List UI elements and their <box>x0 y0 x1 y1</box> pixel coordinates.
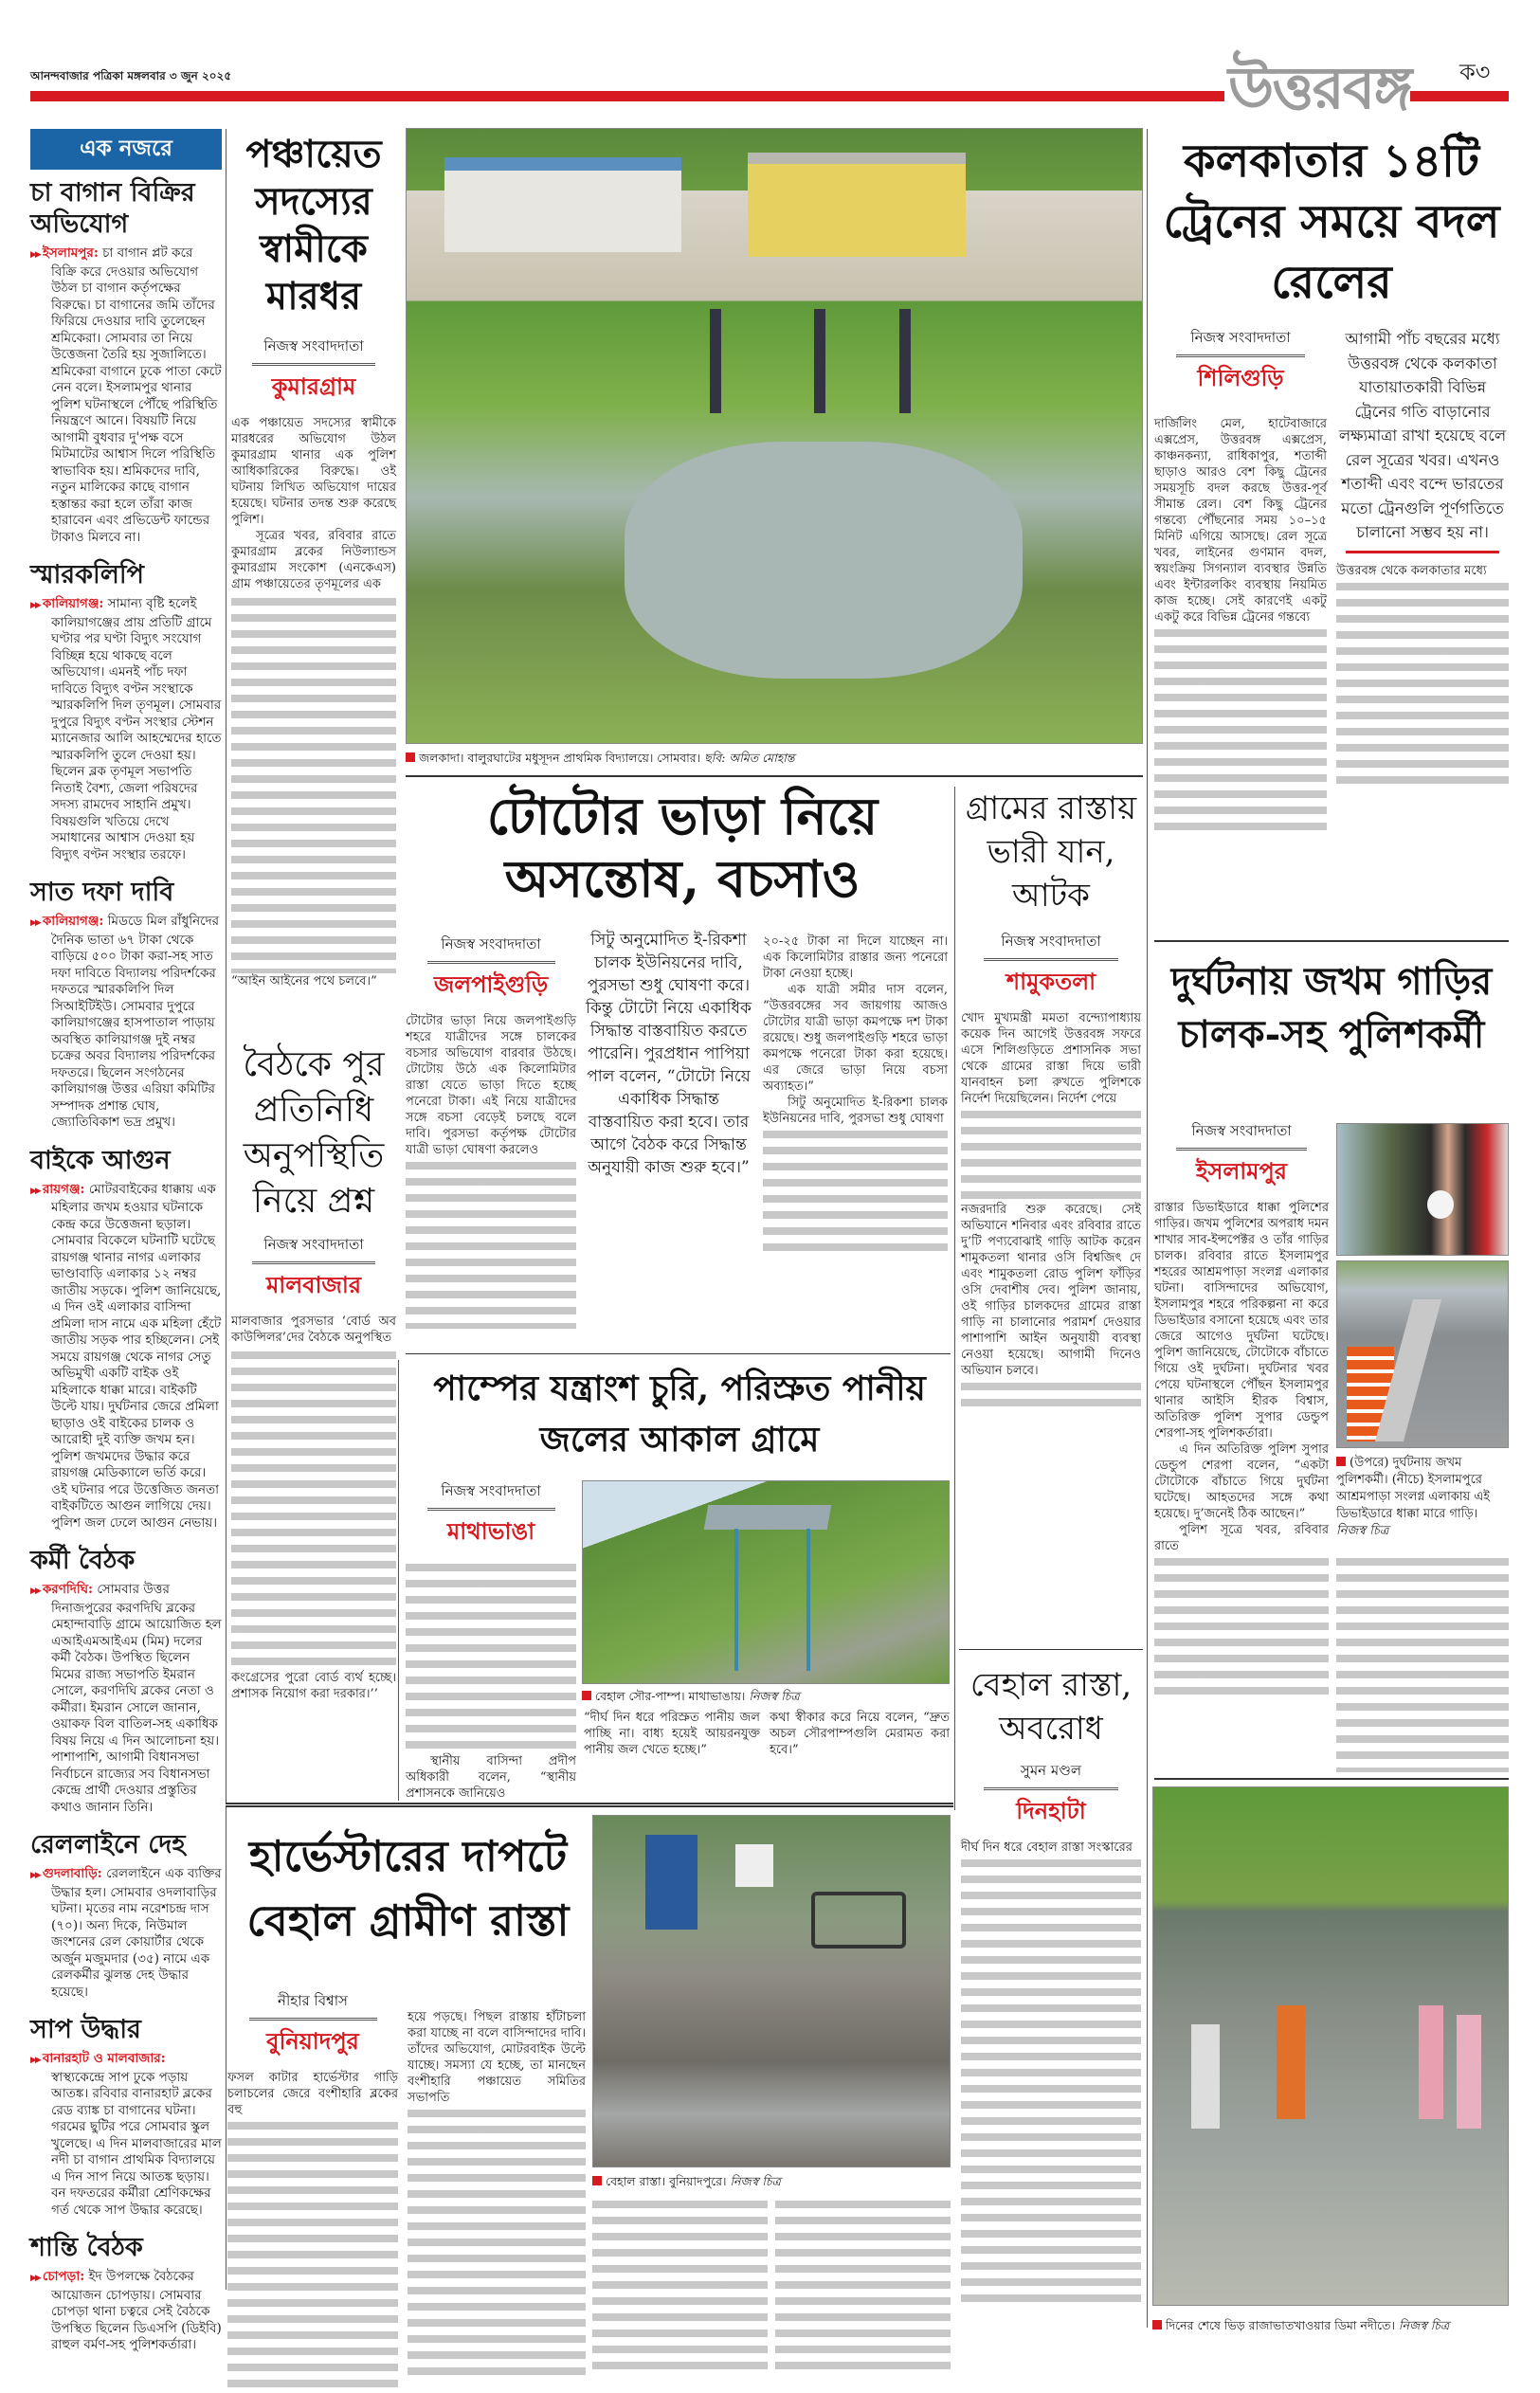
byline: নিজস্ব সংবাদদাতা <box>984 931 1119 961</box>
pump-headline: পাম্পের যন্ত্রাংশ চুরি, পরিস্রুত পানীয় জলের আকাল গ্রামে <box>433 1369 926 1459</box>
brief-place: ▶▶ চোপড়া: <box>30 2269 84 2284</box>
brief-place: ▶▶ কালিয়াগঞ্জ: <box>30 596 103 611</box>
byline: সুমন মণ্ডল <box>984 1760 1119 1790</box>
accident-headline: দুর্ঘটনায় জখম গাড়ির চালক-সহ পুলিশকর্মী <box>1170 959 1493 1057</box>
double-rule <box>226 1803 953 1807</box>
section-rule <box>406 775 1143 777</box>
body-text-continued <box>961 1856 1141 2311</box>
story-harvester-col1 <box>227 1990 398 2393</box>
children <box>899 309 911 413</box>
at-a-glance-column <box>30 129 222 2367</box>
dateline-place: শামুকতলা <box>1006 969 1096 995</box>
brief-body <box>30 2051 222 2219</box>
school-building-yellow <box>748 153 966 257</box>
brief-item <box>30 1145 222 1532</box>
body-text-continued <box>231 594 396 973</box>
photo-credit: ছবি: অমিত মোহান্ত <box>704 751 795 765</box>
dateline-place: শিলিগুড়ি <box>1197 365 1284 391</box>
body-text: ফসল কাটার হার্ভেস্টার গাড়ি চলাচলের জেরে বংশীহারি ব্লকের বহু <box>227 2071 398 2117</box>
brief-body <box>30 596 222 863</box>
body-text: মালবাজার পুরসভার ‘বোর্ড অব কাউন্সিলর’দের বৈঠকে অনুপস্থিত <box>231 1314 396 1345</box>
toto-headline: টোটোর ভাড়া নিয়ে অসন্তোষ, বচসাও <box>486 786 879 909</box>
caption-text: দিনের শেষে ভিড় রাজাভাতখাওয়ার ডিমা নদীতে। <box>1166 2318 1395 2332</box>
brief-text: সামান্য বৃষ্টি হলেই কালিয়াগঞ্জের প্রায় প্রতিটি গ্রামে ঘণ্টার পর ঘণ্টা বিদ্যুৎ সংযোগ বিচ্ছিন্ন হয়ে থাকছে বলে অভিযোগ। এমনই পাঁচ দফা দাবিতে বিদ্যুৎ বণ্টন সংস্থাকে স্মারকলিপি দিল তৃণমূল। সোমবার দুপুরে বিদ্যুৎ বণ্টন সংস্থার স্টেশন ম্যানেজার আলি আহম্মেদের হাতে স্মারকলিপি তুলে দেওয়া হয়। ছিলেন ব্লক তৃণমূল সভাপতি নিতাই বৈশ্য, জেলা পরিষদের সদস্য রামদেব সাহানি প্রমুখ। বিষয়গুলি খতিয়ে দেখে সমাধানের আশ্বাস দেওয়া হয় বিদ্যুৎ বণ্টন সংস্থার তরফে। <box>51 596 222 862</box>
pull-quote-rule <box>1346 551 1499 553</box>
road-divider-photo <box>1336 1260 1509 1448</box>
brief-item <box>30 1829 222 2001</box>
body-text-continued <box>763 1127 948 1260</box>
byline: নীহার বিশ্বাস <box>249 1990 377 2021</box>
dateline-place: জলপাইগুড়ি <box>433 971 549 998</box>
body-text: খোদ মুখ্যমন্ত্রী মমতা বন্দ্যোপাধ্যায় কয়েক দিন আগেই উত্তরবঙ্গ সফরে এসে শিলিগুড়িতে প্রশাসনিক সভা থেকে গ্রামের রাস্তা দিয়ে ভারী যানবাহন চলা রুখতে পুলিশকে নির্দেশ দিয়েছিলেন। নির্দেশ পেয়ে <box>961 1011 1141 1106</box>
body-text-continued <box>408 2106 586 2381</box>
bandaged-head <box>1427 1190 1454 1219</box>
body-text-continued <box>1154 625 1327 834</box>
body-text: এ দিন অতিরিক্ত পুলিশ সুপার ডেন্ডুপ শেরপা বলেন, “একটা টোটোকে বাঁচাতে গিয়ে দুর্ঘটনা ঘটেছে। আহতদের সঙ্গে কথা হয়েছে। দু’জনেই ঠিক আছেন।” <box>1154 1442 1329 1521</box>
byline: নিজস্ব সংবাদদাতা <box>1176 1120 1307 1151</box>
brief-place: ▶▶ রায়গঞ্জ: <box>30 1182 85 1197</box>
body-text-end: কংগ্রেসের পুরো বোর্ড ব্যর্থ হচ্ছে। প্রশাসক নিয়োগ করা দরকার।’’ <box>231 1671 396 1701</box>
caption-marker <box>582 1691 591 1700</box>
story-rail-col2 <box>1336 327 1509 788</box>
dateline-place: ইসলামপুর <box>1195 1158 1287 1185</box>
brief-place: ▶▶ গুদলাবাড়ি: <box>30 1866 102 1881</box>
cycle-van <box>811 1892 906 1949</box>
story-pump-col3 <box>770 1710 950 1758</box>
story-accident-col2 <box>1336 1554 1509 1772</box>
brief-item <box>30 2014 222 2219</box>
brief-text: রেললাইনে এক ব্যক্তির উদ্ধার হল। সোমবার ওদলাবাড়ির ঘটনা। মৃতের নাম নরেশচন্দ্র দাস (৭০)। অন্য দিকে, নিউমাল জংশনের রেল কোয়ার্টার থেকে অর্জুন মজুমদার (৩৫) নামে এক রেলকর্মীর ঝুলন্ত দেহ উদ্ধার হয়েছে। <box>51 1866 222 2000</box>
rail-headline: কলকাতার ১৪টি ট্রেনের সময়ে বদল রেলের <box>1163 135 1500 309</box>
person <box>1277 2005 1305 2119</box>
person <box>1419 2005 1443 2119</box>
brief-title: শান্তি বৈঠক <box>30 2233 143 2262</box>
brief-text: স্বাস্থ্যকেন্দ্রে সাপ ঢুকে পড়ায় আতঙ্ক। রবিবার বানারহাট ব্লকের রেড ব্যাঙ্ক চা বাগানের ঘটনা। গরমের ছুটির পরে সোমবার স্কুল খুলেছে। এ দিন মালবাজারের মাল নদী চা বাগান প্রাথমিক বিদ্যালয়ে এ দিন সাপ নিয়ে আতঙ্ক ছড়ায়। বন দফতরের কর্মীরা শ্রেণিকক্ষের গর্ত থেকে সাপ উদ্ধার করেছে। <box>51 2069 222 2218</box>
section-rule <box>1154 1778 1509 1780</box>
brief-place: ▶▶ বানারহাট ও মালবাজার: <box>30 2051 166 2066</box>
column-rule <box>398 1360 399 1801</box>
body-text: সূত্রের খবর, রবিবার রাতে কুমারগ্রাম ব্লকের নিউল্যান্ডস কুমারগ্রাম সংকোশ (এনকেএস) গ্রাম পঞ্চায়েতের তৃণমূলের এক <box>231 529 396 591</box>
caption-marker <box>1336 1457 1346 1466</box>
body-text: টোটোর ভাড়া নিয়ে জলপাইগুড়ি শহরে যাত্রীদের সঙ্গে চালকের বচসার অভিযোগ বারবার উঠছে। টোটোয় উঠে এক কিলোমিটার রাস্তা যেতে ভাড়া দিতে হচ্ছে পনেরো টাকা। এই নিয়ে যাত্রীদের সঙ্গে বচসা বেড়েই চলছে বলে দাবি। পুরসভা কর্তৃপক্ষ টোটোর যাত্রী ভাড়া ঘোষণা করলেও <box>406 1014 576 1157</box>
caption-text: বেহাল রাস্তা। বুনিয়াদপুরে। <box>606 2174 727 2188</box>
body-text-continued <box>1154 1554 1329 1696</box>
river-crowd-photo <box>1152 1786 1509 2306</box>
byline: নিজস্ব সংবাদদাতা <box>427 1480 555 1511</box>
accident-caption <box>1336 1455 1509 1540</box>
brief-title: সাত দফা দাবি <box>30 878 174 907</box>
brief-item <box>30 559 222 863</box>
story-toto-col2 <box>586 929 752 1179</box>
body-text: কথা স্বীকার করে নিয়ে বলেন, “দ্রুত অচল সৌরপাম্পগুলি মেরামত করা হবে।” <box>770 1711 950 1757</box>
harvester-headline: হার্ভেস্টারের দাপটে বেহাল গ্রামীণ রাস্তা <box>246 1831 570 1946</box>
brief-title: চা বাগান বিক্রির অভিযোগ <box>30 178 195 239</box>
caption-text: (উপরে) দুর্ঘটনায় জখম পুলিশকর্মী। (নীচে) ইসলামপুরে আশ্রমপাড়া সংলগ্ন এলাকায় এই ডিভাইডারে ধাক্কা মারে গাড়ি। <box>1336 1456 1491 1521</box>
pull-quote: আগামী পাঁচ বছরের মধ্যে উত্তরবঙ্গ থেকে কলকাতা যাতায়াতকারী বিভিন্ন ট্রেনের গতি বাড়ানোর লক্ষ্যমাত্রা রাখা হয়েছে বলে রেল সূত্রের খবর। এখনও শতাব্দী এবং বন্দে ভারতের মতো ট্রেনগুলি পূর্ণগতিতে চালানো সম্ভব হয় না। <box>1338 330 1507 541</box>
dateline-place: দিনহাটা <box>1016 1798 1086 1824</box>
column-rule <box>954 787 955 1810</box>
caption-text: বেহাল সৌর-পাম্প। মাথাভাঙায়। <box>595 1689 746 1703</box>
brief-title: সাপ উদ্ধার <box>30 2015 141 2044</box>
body-text: সিটু অনুমোদিত ই-রিকশা চালক ইউনিয়নের দাবি, পুরসভা শুধু ঘোষণা <box>763 1096 948 1126</box>
story-toto-col3 <box>763 934 948 1260</box>
brief-body <box>30 245 222 546</box>
headline: পঞ্চায়েত সদস্যের স্বামীকে মারধর <box>245 132 382 318</box>
red-rule <box>30 91 1224 101</box>
body-text: ২০-২৫ টাকা না দিলে যাচ্ছেন না। এক কিলোমিটার রাস্তার জন্য পনেরো টাকা নেওয়া হচ্ছে। <box>763 934 948 981</box>
brief-body <box>30 2269 222 2354</box>
column-rule <box>1147 129 1148 2328</box>
story-bad-road-blockade <box>961 1663 1141 2311</box>
dateline-place: কুমারগ্রাম <box>271 373 356 400</box>
photo-credit: নিজস্ব চিত্র <box>1336 1524 1389 1538</box>
person <box>1457 2015 1481 2129</box>
page-number: ক৩ <box>1459 59 1491 85</box>
story-village-road <box>961 787 1141 1411</box>
body-text-continued <box>406 1158 576 1329</box>
brief-item <box>30 177 222 546</box>
body-text-continued <box>1336 579 1509 788</box>
van <box>735 1844 773 1887</box>
brief-place: ▶▶ করণদিঘি: <box>30 1582 93 1597</box>
main-photo-school-waterlogging <box>406 128 1143 744</box>
body-text: পুলিশ সূত্রে খবর, রবিবার রাতে <box>1154 1523 1329 1553</box>
river-photo-caption <box>1152 2318 1509 2337</box>
story-accident-col1 <box>1154 1120 1329 1696</box>
brief-text: মোটরবাইকের ধাক্কায় এক মহিলার জখম হওয়ার ঘটনাকে কেন্দ্র করে উত্তেজনা ছড়াল। সোমবার বিকেলে ঘটনাটি ঘটেছে রায়গঞ্জ থানার নাগর এলাকার ভাণ্ডাবাড়ি এলাকার ১২ নম্বর জাতীয় সড়কে। পুলিশ জানিয়েছে, এ দিন ওই এলাকার বাসিন্দা প্রমিলা দাস নামে এক মহিলা হেঁটে জাতীয় সড়ক পার হচ্ছিলেন। সেই সময়ে রায়গঞ্জ থেকে নাগর সেতু অভিমুখী একটি বাইক ওই মহিলাকে ধাক্কা মারে। বাইকটি উল্টে যায়। দুর্ঘটনার জেরে প্রমিলা ছাড়াও ওই বাইকের চালক ও আরোহী দুই ব্যক্তি জখম হন। পুলিশ জখমদের উদ্ধার করে রায়গঞ্জ মেডিক্যালে ভর্তি করে। ওই ঘটনার পরে উত্তেজিত জনতা বাইকটিতে আগুন লাগিয়ে দেয়। পুলিশ জল ঢেলে আগুন নেভায়। <box>51 1181 222 1531</box>
section-rule <box>1154 940 1509 942</box>
dateline-place: মালবাজার <box>265 1272 362 1298</box>
brief-item <box>30 1545 222 1816</box>
story-harvester-col3 <box>592 2197 768 2377</box>
story-pump-col1 <box>406 1480 576 1802</box>
body-text-continued <box>961 1107 1141 1202</box>
brief-body <box>30 1866 222 2001</box>
brief-place: ▶▶ কালিয়াগঞ্জ: <box>30 914 103 929</box>
headline: বৈঠকে পুর প্রতিনিধি অনুপস্থিতি নিয়ে প্রশ্ন <box>243 1045 385 1221</box>
body-text-continued <box>961 1379 1141 1411</box>
puddle <box>625 442 1023 679</box>
caption-marker <box>1152 2320 1162 2330</box>
body-text <box>406 1560 576 1753</box>
brief-body <box>30 914 222 1132</box>
story-council-meeting <box>231 1042 396 1702</box>
body-text: উত্তরবঙ্গ থেকে কলকাতার মধ্যে <box>1336 563 1487 578</box>
solar-panel <box>704 1505 832 1530</box>
headline: গ্রামের রাস্তায় ভারী যান, আটক <box>965 789 1137 915</box>
brief-text: সোমবার উত্তর দিনাজপুরের করণদিঘি ব্লকের মেহান্দাবাড়ি গ্রামে আয়োজিত হল এআইএমআইএম (মিম) দলের কর্মী বৈঠক। উপস্থিত ছিলেন মিমের রাজ্য সভাপতি ইমরান সোলে, করণদিঘি ব্লকের নেতা ও কর্মীরা। ইমরান সোলে জানান, ওয়াকফ বিল বাতিল-সহ একাধিক বিষয় নিয়ে এ দিন আলোচনা হয়। পাশাপাশি, আগামী বিধানসভা নির্বাচনে রাজ্যের সব বিধানসভা কেন্দ্রে প্রার্থী দেওয়ার প্রস্তুতির কথাও জানান তিনি। <box>51 1582 222 1815</box>
solar-pump-caption <box>582 1689 950 1708</box>
brief-item <box>30 877 222 1132</box>
body-text: রাস্তার ডিভাইডারে ধাক্কা পুলিশের গাড়ির। জখম পুলিশের অপরাধ দমন শাখার সাব-ইন্সপেক্টর ও তাঁর গাড়ির চালক। রবিবার রাতে ইসলামপুর শহরের আশ্রমপাড়া সংলগ্ন এলাকার ঘটনা। বাসিন্দাদের অভিযোগ, ইসলামপুর শহরে পরিকল্পনা না করে ডিভাইডার বসানো হয়েছে এবং তার জেরে আগেও দুর্ঘটনা ঘটেছে। পুলিশ জানিয়েছে, টোটোকে বাঁচাতে গিয়ে ওই দুর্ঘটনা। দুর্ঘটনার খবর পেয়ে ঘটনাস্থলে পৌঁছন ইসলামপুর থানার আইসি হীরক বিশ্বাস, অতিরিক্ত পুলিশ সুপার ডেন্ডুপ শেরপা-সহ পুলিশকর্তারা। <box>1154 1201 1329 1441</box>
children <box>814 309 825 413</box>
school-building <box>444 157 681 252</box>
headline: বেহাল রাস্তা, অবরোধ <box>969 1666 1132 1748</box>
story-panchayat <box>231 131 396 989</box>
brief-text: চা বাগান প্লট করে বিক্রি করে দেওয়ার অভিযোগ উঠল চা বাগান কর্তৃপক্ষের বিরুদ্ধে। চা বাগানের জমি তাঁদের ফিরিয়ে দেওয়ার দাবি তুলেছেন শ্রমিকেরা। সোমবার তা নিয়ে উত্তেজনা তৈরি হয় সুজালিতে। শ্রমিকেরা বাগানে ঢুকে পাতা কেটে নেন বলে। ইসলামপুর থানার পুলিশ ঘটনাস্থলে পৌঁছে পরিস্থিতি নিয়ন্ত্রণে আনে। বিষয়টি নিয়ে আগামী বুধবার দু'পক্ষ বসে মিটমাটের আশ্বাস দিলে পরিস্থিতি স্বাভাবিক হয়। শ্রমিকদের দাবি, নতুন মালিকের কাছে বাগান হস্তান্তর করা হলে তাঁরা কাজ হারাবেন এবং প্রভিডেন্ট ফান্ডের টাকাও মিলবে না। <box>51 245 222 545</box>
story-harvester-col4 <box>775 2197 951 2377</box>
children <box>710 309 721 413</box>
main-photo-caption <box>406 751 1143 770</box>
section-rule <box>406 1353 951 1354</box>
byline: নিজস্ব সংবাদদাতা <box>427 934 555 964</box>
body-text-continued <box>227 2118 398 2393</box>
dateline-place: মাথাভাঙা <box>446 1518 535 1545</box>
brief-text: ইদ উপলক্ষে বৈঠকের আয়োজন চোপড়ায়। সোমবার চোপড়া থানা চত্বরে সেই বৈঠকে উপস্থিত ছিলেন ডিএসপি (ডিইবি) রাহুল বর্মণ-সহ পুলিশকর্তারা। <box>51 2269 222 2352</box>
body-text: “দীর্ঘ দিন ধরে পরিস্রুত পানীয় জল পাচ্ছি না। বাধ্য হয়েই আয়রনযুক্ত পানীয় জল খেতে হচ্ছে।” <box>584 1711 760 1757</box>
brief-title: রেললাইনে দেহ <box>30 1830 186 1859</box>
brief-place: ▶▶ ইসলামপুর: <box>30 245 99 261</box>
brief-text: মিডডে মিল রাঁধুনিদের দৈনিক ভাতা ৬৭ টাকা থেকে বাড়িয়ে ৫০০ টাকা করা-সহ সাত দফা দাবিতে বিদ্যালয় পরিদর্শকের দফতরে স্মারকলিপি দিল সিআইটিইউ। সোমবার দুপুরে কালিয়াগঞ্জের হাসপাতাল পাড়ায় অবস্থিত কালিয়াগঞ্জ দুই নম্বর চক্রের অবর বিদ্যালয় পরিদর্শকের দফতরে। ছিলেন সংগঠনের কালিয়াগঞ্জ উত্তর এরিয়া কমিটির সম্পাদক প্রশান্ত ঘোষ, জ্যোতিবিকাশ ভদ্র প্রমুখ। <box>51 914 220 1130</box>
brief-title: বাইকে আগুন <box>30 1145 171 1175</box>
dateline: আনন্দবাজার পত্রিকা মঙ্গলবার ৩ জুন ২০২৫ <box>30 69 232 82</box>
body-text-continued <box>231 1348 396 1670</box>
story-toto-col1 <box>406 934 576 1329</box>
body-text-end: “আইন আইনের পথে চলবে।” <box>231 974 377 988</box>
body-text: দীর্ঘ দিন ধরে বেহাল রাস্তা সংস্কারের <box>961 1840 1132 1855</box>
bad-road-caption <box>592 2174 951 2193</box>
injured-policeman-photo <box>1336 1123 1509 1256</box>
bad-road-photo <box>592 1815 951 2167</box>
brief-title: কর্মী বৈঠক <box>30 1546 136 1575</box>
brief-body <box>30 1182 222 1532</box>
story-harvester-col2 <box>408 2009 586 2381</box>
byline: নিজস্ব সংবাদদাতা <box>252 1234 376 1264</box>
photo-credit: নিজস্ব চিত্র <box>730 2174 781 2188</box>
body-text: স্থানীয় বাসিন্দা প্রদীপ অধিকারী বলেন, “স্থানীয় প্রশাসনকে জানিয়েও <box>406 1754 576 1801</box>
byline: নিজস্ব সংবাদদাতা <box>1176 327 1306 357</box>
section-logo: উত্তরবঙ্গ <box>1228 53 1411 122</box>
section-rule <box>959 1649 1143 1650</box>
brief-title: স্মারকলিপি <box>30 560 144 589</box>
body-text: নজরদারি শুরু করেছে। সেই অভিযানে শনিবার এবং রবিবার রাতে দু’টি পণ্যবোঝাই গাড়ি আটক করেন শামুকতলা থানার ওসি বিশ্বজিৎ দে এবং শামুকতলা রোড পুলিশ ফাঁড়ির ওসি দেবাশীষ দেব। পুলিশ জানায়, ওই গাড়ির চালকদের গ্রামের রাস্তা গাড়ি না চালানোর পরামর্শ দেওয়ার পাশাপাশি আইন অনুযায়ী ব্যবস্থা নেওয়া হয়েছে। আগামী দিনেও অভিযান চলবে। <box>961 1203 1141 1378</box>
person <box>1191 2024 1220 2129</box>
story-pump-col2 <box>584 1710 760 1758</box>
body-text: এক পঞ্চায়েত সদস্যের স্বামীকে মারধরের অভিযোগ উঠল কুমারগ্রাম থানার এক পুলিশ আধিকারিকের বিরুদ্ধে। ওই ঘটনায় লিখিত অভিযোগ দায়ের হয়েছে। ঘটনার তদন্ত শুরু করেছে পুলিশ। <box>231 416 396 527</box>
e-rickshaw <box>645 1835 698 1930</box>
caption-marker <box>406 752 415 762</box>
pump-frame <box>734 1529 810 1671</box>
brief-item <box>30 2232 222 2354</box>
body-text: এক যাত্রী সমীর দাস বলেন, “উত্তরবঙ্গের সব জায়গায় আজও টোটোর যাত্রী ভাড়া কমপক্ষে দশ টাকা রয়েছে। শুধু জলপাইগুড়ি শহরে ভাড়া কমপক্ষে পনেরো টাকা করা হয়েছে। এর জেরে ভাড়া নিয়ে বচসা অব্যাহত।” <box>763 983 948 1094</box>
body-text: হয়ে পড়ছে। পিছল রাস্তায় হাঁটাচলা করা যাচ্ছে না বলে বাসিন্দাদের দাবি। তাঁদের অভিযোগ, মোটরবাইক উল্টে যাচ্ছে। সমস্যা যে হচ্ছে, তা মানছেন বংশীহারি পঞ্চায়েত সমিতির সভাপতি <box>408 2010 586 2105</box>
byline: নিজস্ব সংবাদদাতা <box>252 335 376 366</box>
dateline-place: বুনিয়াদপুর <box>266 2028 359 2055</box>
photo-credit: নিজস্ব চিত্র <box>1398 2318 1450 2332</box>
brief-body <box>30 1582 222 1816</box>
body-text: দার্জিলিং মেল, হাটেবাজারে এক্সপ্রেস, উত্তরবঙ্গ এক্সপ্রেস, কাঞ্চনকন্যা, রাধিকাপুর, শতাব্দী ছাড়াও আরও বেশ কিছু ট্রেনের সময়সূচি বদল করছে উত্তর-পূর্ব সীমান্ত রেল। বেশ কিছু ট্রেনের গন্তব্যে পৌঁছনোর সময় ১০–১৫ মিনিট এগিয়ে আসছে। রেল সূত্রে খবর, লাইনের গুণমান বদল, স্বয়ংক্রিয় সিগন্যাল ব্যবস্থার উন্নতি এবং ইন্টারলকিং ব্যবস্থায় নিয়মিত কাজ হচ্ছে। সেই কারণেই একটু একটু করে বিভিন্ন ট্রেনের গন্তব্যে <box>1154 417 1327 625</box>
at-a-glance-title: এক নজরে <box>30 129 222 170</box>
solar-pump-photo <box>582 1480 950 1684</box>
photo-credit: নিজস্ব চিত্র <box>749 1689 800 1703</box>
story-rail-col1 <box>1154 327 1327 834</box>
caption-text: জলকাদা। বালুরঘাটের মধুসূদন প্রাথমিক বিদ্যালয়ে। সোমবার। <box>419 751 701 765</box>
caption-marker <box>592 2176 602 2185</box>
pull-quote: সিটু অনুমোদিত ই-রিকশা চালক ইউনিয়নের দাবি, পুরসভা শুধু ঘোষণা করে। কিন্তু টোটো নিয়ে একাধিক সিদ্ধান্ত বাস্তবায়িত করতে পারেনি। পুরপ্রধান পাপিয়া পাল বলেন, “টোটো নিয়ে একাধিক সিদ্ধান্ত বাস্তবায়িত করা হবে। তার আগে বৈঠক করে সিদ্ধান্ত অনুযায়ী কাজ শুরু হবে।” <box>586 931 752 1177</box>
